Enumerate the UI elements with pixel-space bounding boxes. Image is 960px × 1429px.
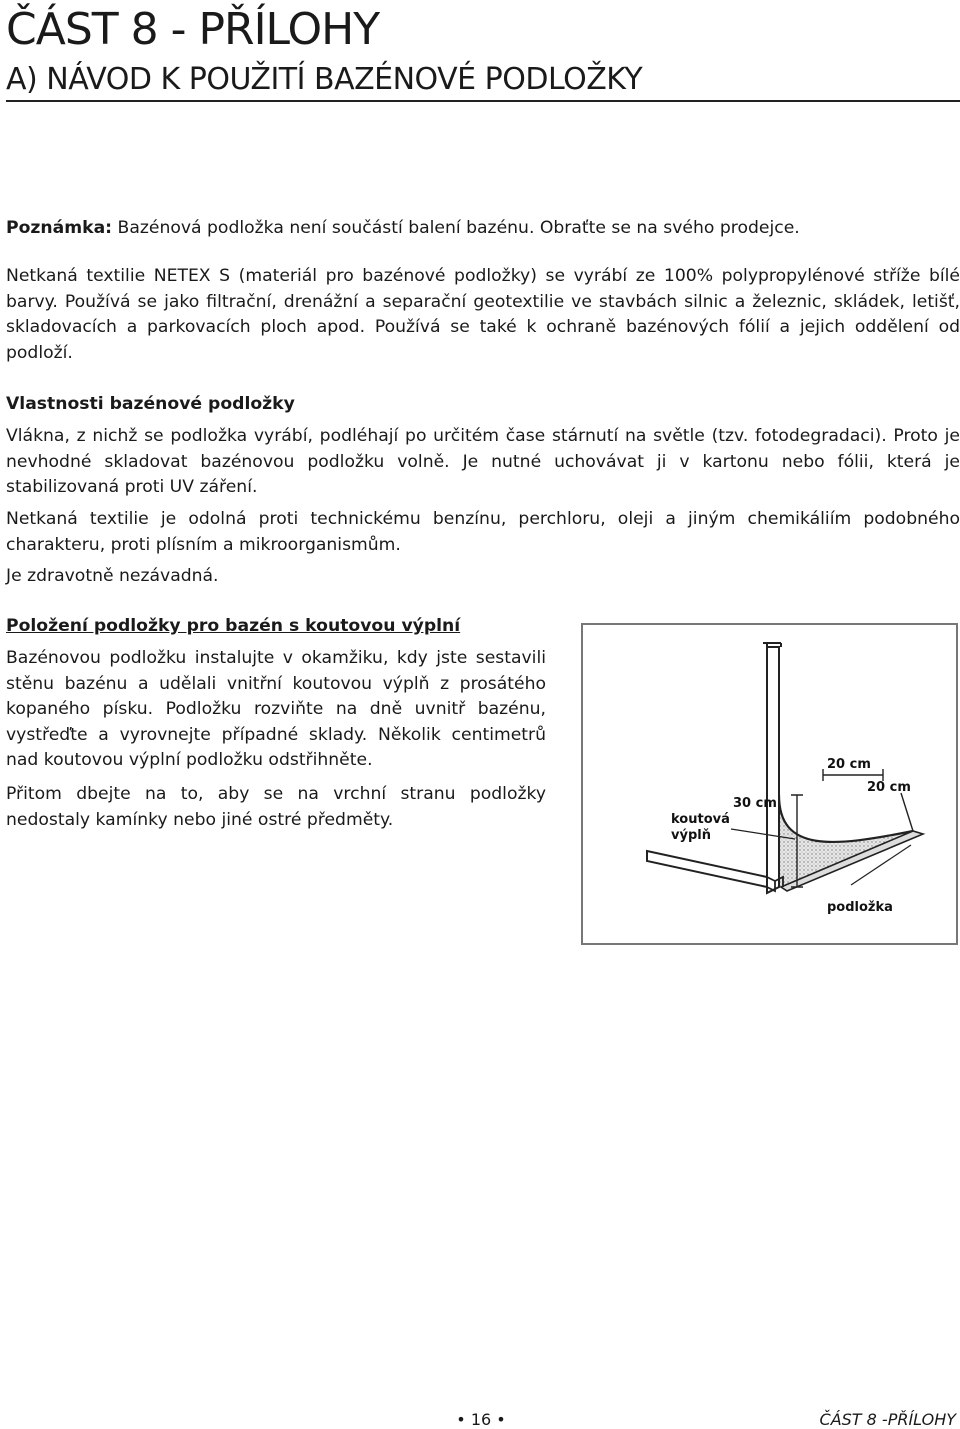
installation-heading: Položení podložky pro bazén s koutovou výplní — [6, 616, 461, 636]
pool-wall — [767, 647, 779, 893]
underlay-label: podložka — [827, 900, 893, 915]
dim-20cm-right — [901, 793, 913, 831]
properties-paragraph-1: Vlákna, z nichž se podložka vyrábí, podléhají po určitém čase stárnutí na světle (tzv. fotodegradaci). Proto je nevhodné skladovat bazénovou podložku volně. Je nutné uchovávat ji v kartonu nebo fólii, která je stabilizovaná proti UV záření. — [6, 426, 960, 497]
note-label: Poznámka: — [6, 218, 113, 238]
installation-paragraph-2: Přitom dbejte na to, aby se na vrchní stranu podložky nedostaly kamínky nebo jiné ostré předměty. — [6, 784, 546, 830]
properties-heading: Vlastnosti bazénové podložky — [6, 394, 295, 414]
installation-paragraph-1: Bazénovou podložku instalujte v okamžiku, kdy jste sestavili stěnu bazénu a udělali vnitřní koutovou výplň z prosátého kopaného písku. Podložku rozviňte na dně uvnitř bazénu, vystřeďte a vyrovnejte případné sklady. Několik centimetrů nad koutovou výplní podložku odstřihněte. — [6, 648, 546, 770]
page-number: • 16 • — [456, 1410, 506, 1429]
underlay-curve — [779, 795, 913, 842]
properties-paragraph-2: Netkaná textilie je odolná proti technickému benzínu, perchloru, oleji a jiným chemikáliím podobného charakteru, proti plísním a mikroorganismům. — [6, 509, 960, 555]
intro-paragraph: Netkaná textilie NETEX S (materiál pro bazénové podložky) se vyrábí ze 100% polypropylénové stříže bílé barvy. Používá se jako filtrační, drenážní a separační geotextilie ve stavbách silnic a železnic, skládek, letišť, skladovacích a parkovacích ploch apod. Používá se také k ochraně bazénových fólií a jejich oddělení od podloží. — [6, 266, 960, 363]
pool-edge-profile — [647, 851, 767, 887]
fill-label-line1: koutová — [671, 812, 730, 827]
page-title: ČÁST 8 - PŘÍLOHY — [6, 4, 380, 55]
properties-paragraph-3: Je zdravotně nezávadná. — [6, 566, 219, 586]
title-divider — [6, 100, 960, 102]
pool-corner-diagram — [581, 623, 958, 945]
diagram-drawing — [583, 625, 956, 943]
note-paragraph — [6, 216, 960, 242]
page-subtitle: A) NÁVOD K POUŽITÍ BAZÉNOVÉ PODLOŽKY — [6, 62, 643, 97]
fill-label-line2: výplň — [671, 828, 711, 843]
footer-section: ČÁST 8 -PŘÍLOHY — [819, 1410, 956, 1429]
note-text: Bazénová podložka není součástí balení bazénu. Obraťte se na svého prodejce. — [112, 218, 800, 238]
dim-label-30cm: 30 cm — [733, 796, 777, 811]
dim-label-20cm-right: 20 cm — [867, 780, 911, 795]
dim-label-20cm-top: 20 cm — [827, 757, 871, 772]
